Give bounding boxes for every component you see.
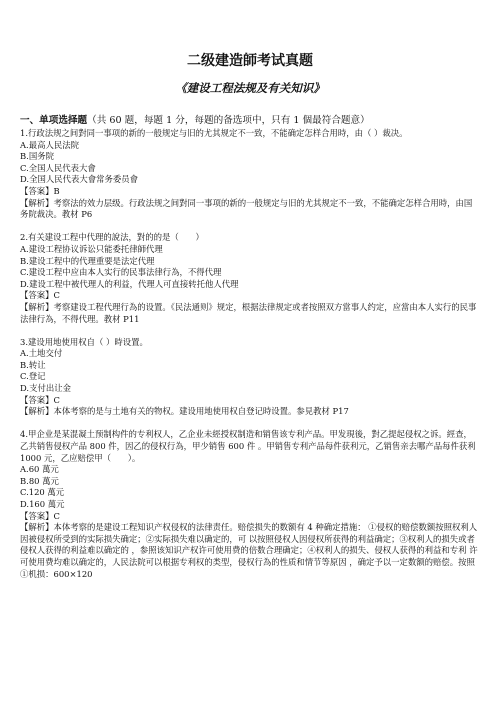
option-d: D.160 萬元	[20, 499, 65, 509]
option-a: A.最高人民法院	[20, 139, 79, 150]
question-4	[20, 429, 480, 580]
page-title: 二级建造師考试真题	[187, 53, 313, 69]
option-b: B.转让	[20, 359, 46, 370]
answer: 【答案】C	[20, 290, 60, 301]
question-stem: 1.行政法规之间對同一事项的新的一般规定与旧的尤其规定不一致，不能确定怎样合用時，由（ ）裁决。	[20, 128, 408, 138]
option-d: D.建设工程中被代理人的利益，代理人可直接转托他人代理	[20, 278, 239, 289]
question-1	[20, 128, 480, 221]
analysis: 【解析】考察法的效力层级。行政法规之间對同一事项的新的一般规定与旧的尤其规定不一致，不能确定怎样合用時，由国务院裁决。教材 P6	[20, 197, 473, 220]
section-note: （共 60 题，每题 1 分，每题的备选项中，只有 1 個最符合题意）	[87, 115, 370, 126]
option-c: C.登记	[20, 371, 46, 382]
option-d: D.支付出让金	[20, 383, 71, 394]
section-heading	[20, 114, 480, 127]
option-a: A.土地交付	[20, 348, 63, 359]
option-a: A.建设工程协议诉讼只能委托律師代理	[20, 243, 163, 254]
option-c: C.全国人民代表大會	[20, 162, 96, 173]
option-b: B.80 萬元	[20, 475, 59, 486]
option-c: C.建设工程中应由本人实行的民事法律行為，不得代理	[20, 267, 222, 278]
analysis: 【解析】本体考察的是与土地有关的物权。建设用地使用权自登记時设置。参見教材 P17	[20, 406, 349, 417]
option-b: B.建设工程中的代理重要是法定代理	[20, 255, 155, 266]
spacer	[20, 221, 480, 233]
page-subtitle: 《建设工程法规及有关知识》	[175, 81, 325, 95]
answer: 【答案】C	[20, 510, 60, 521]
spacer	[20, 418, 480, 430]
document-body	[20, 114, 480, 580]
question-2	[20, 232, 480, 325]
question-3	[20, 337, 480, 418]
question-stem: 2.有关建设工程中代理的說法，對的的是（ ）	[20, 232, 204, 243]
analysis: 【解析】本体考察的是建设工程知识产权侵权的法律责任。赔偿损失的数额有 4 种确定措施： ①侵权的赔偿数额按照权利人因被侵权所受到的实际损失确定；②实际损失难以确定的，可 以按照侵权人因侵权所获得的利益确定；③权利人的损失或者侵权人获得的利益难以确定的 ，参照该知识产权许可使用费的倍数合理确定；④权利人的损失、侵权人获得的利益和专利 许可使用费均难以确定的，人民法院可以根据专利权的类型，侵权行為的性质和情节等原因 ，确定予以一定数额的赔偿。按照①机损：600×120	[20, 522, 478, 579]
question-stem: 3.建设用地使用权自（ ）時设置。	[20, 336, 148, 347]
option-a: A.60 萬元	[20, 464, 59, 475]
answer: 【答案】B	[20, 185, 60, 196]
option-b: B.国务院	[20, 151, 54, 162]
answer: 【答案】C	[20, 394, 60, 405]
analysis: 【解析】考察建设工程代理行為的设置。《民法通则》规定，根据法律规定或者按照双方當事人约定，应當由本人实行的民事法律行為，不得代理。教材 P11	[20, 301, 477, 324]
spacer	[20, 325, 480, 337]
question-stem: 4.甲企业是某混凝土预制构件的专利权人，乙企业未經授权制造和销售该专利产品。甲发現後，對乙提起侵权之诉。經查，乙共销售侵权产品 800 件，因乙的侵权行為，甲少销售 600 件 。甲销售专利产品每件获利元，乙销售亲去哪产品每件获利 1000 元，乙应赔偿甲（ ）。	[20, 429, 476, 463]
option-c: C.120 萬元	[20, 487, 65, 498]
option-d: D.全国人民代表大會常务委员會	[20, 174, 138, 185]
section-title: 一、单项选择题	[20, 115, 88, 126]
